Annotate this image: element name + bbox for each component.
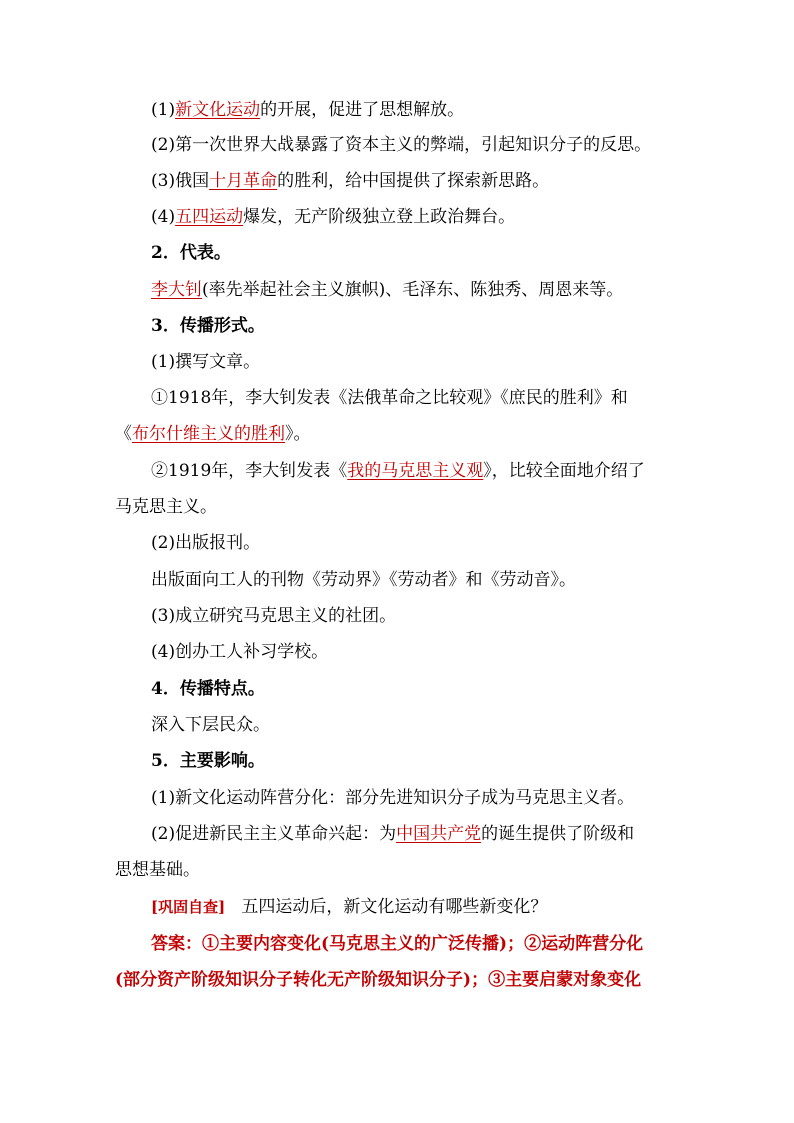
impact-item-2-line2: 思想基础。 — [115, 860, 200, 880]
item-suffix: 爆发，无产阶级独立登上政治舞台。 — [243, 207, 516, 227]
spread-item-4: (4)创办工人补习学校。 — [151, 642, 329, 662]
feature-heading: 4．传播特点。 — [151, 679, 265, 699]
highlight-my-marxism-view: 我的马克思主义观 — [347, 461, 484, 481]
background-item-1 — [151, 98, 464, 122]
answer-label: 答案 — [151, 934, 185, 954]
item-prefix: (4) — [151, 207, 176, 227]
answer-text-1: ：①主要内容变化(马克思主义的广泛传播)；②运动阵营分化 — [185, 934, 644, 954]
spread-item-1: (1)撰写文章。 — [151, 352, 261, 372]
highlight-october-revolution: 十月革命 — [209, 171, 278, 191]
reps-text: (率先举起社会主义旗帜)、毛泽东、陈独秀、周恩来等。 — [202, 280, 624, 300]
background-item-4 — [151, 205, 515, 229]
spread-item-3: (3)成立研究马克思主义的社团。 — [151, 606, 397, 626]
reps-line — [151, 278, 623, 302]
item-prefix: (2)促进新民主主义革命兴起：为 — [151, 824, 397, 844]
highlight-li-dazhao: 李大钊 — [151, 280, 202, 300]
item-prefix: (1) — [151, 100, 176, 120]
background-item-3 — [151, 169, 549, 193]
answer-line2: (部分资产阶级知识分子转化无产阶级知识分子)；③主要启蒙对象变化 — [115, 970, 642, 990]
review-tag: [巩固自查] — [151, 898, 226, 916]
spread-heading: 3．传播形式。 — [151, 316, 265, 336]
impact-item-1: (1)新文化运动阵营分化：部分先进知识分子成为马克思主义者。 — [151, 788, 635, 808]
highlight-may-fourth: 五四运动 — [175, 207, 244, 227]
review-question: 五四运动后，新文化运动有哪些新变化？ — [241, 897, 548, 917]
spread-item-2: (2)出版报刊。 — [151, 533, 261, 553]
article-item-a-line2 — [115, 422, 311, 446]
reps-heading: 2．代表。 — [151, 243, 231, 263]
item-suffix: 的诞生提供了阶级和 — [481, 824, 635, 844]
highlight-bolshevism-victory: 布尔什维主义的胜利 — [132, 424, 285, 444]
item-prefix: ②1919年，李大钊发表《 — [151, 461, 348, 481]
bracket-close: 》。 — [285, 424, 311, 444]
impact-item-2-line1 — [151, 822, 634, 846]
article-item-b-line2: 马克思主义。 — [115, 497, 217, 517]
highlight-new-culture-movement: 新文化运动 — [175, 100, 261, 120]
article-item-b-line1 — [151, 459, 645, 483]
item-text: (2)第一次世界大战暴露了资本主义的弊端，引起知识分子的反思。 — [151, 135, 652, 155]
item-suffix: 》，比较全面地介绍了 — [483, 461, 645, 481]
item-suffix: 的开展，促进了思想解放。 — [260, 100, 465, 120]
bracket-open: 《 — [115, 424, 132, 444]
item-prefix: (3)俄国 — [151, 171, 210, 191]
article-item-a-line1: ①1918年，李大钊发表《法俄革命之比较观》《庶民的胜利》和 — [151, 388, 628, 408]
feature-text: 深入下层民众。 — [151, 715, 270, 735]
spread-item-2-detail: 出版面向工人的刊物《劳动界》《劳动者》和《劳动音》。 — [151, 570, 576, 590]
impact-heading: 5．主要影响。 — [151, 751, 265, 771]
highlight-cpc: 中国共产党 — [396, 824, 482, 844]
review-question-line — [151, 895, 547, 919]
item-suffix: 的胜利，给中国提供了探索新思路。 — [277, 171, 550, 191]
background-item-2 — [151, 133, 651, 157]
answer-line1 — [151, 932, 643, 956]
